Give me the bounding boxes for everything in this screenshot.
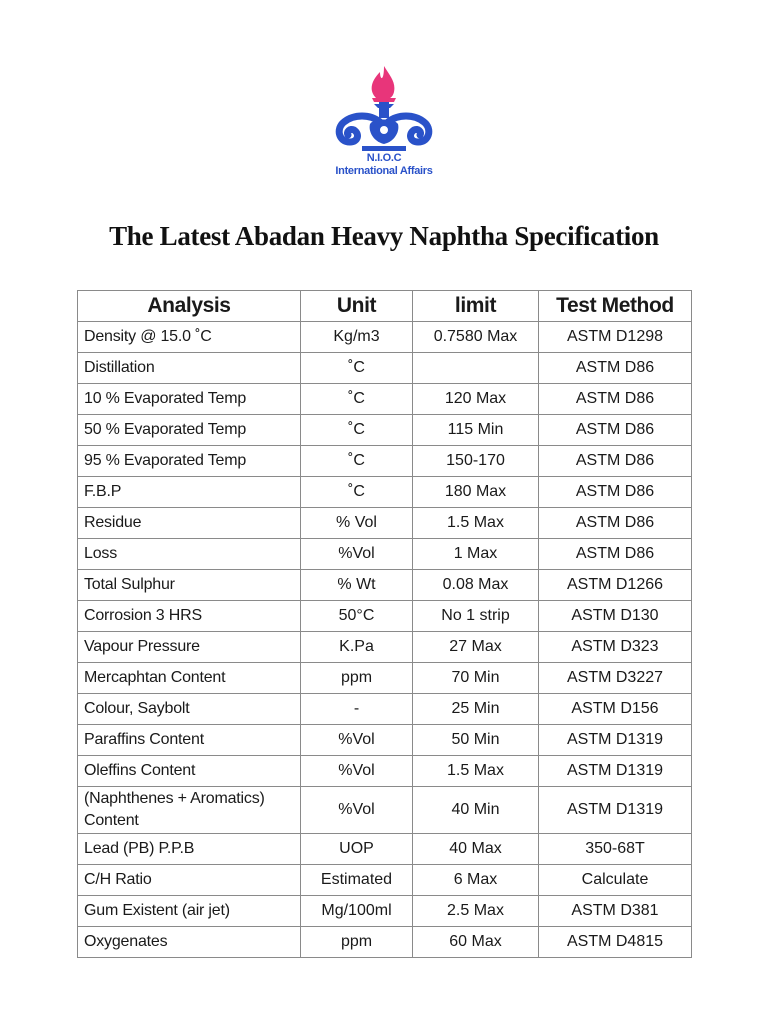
cell-limit: 40 Min	[413, 787, 539, 834]
cell-test-method: ASTM D381	[539, 896, 692, 927]
header-limit: limit	[413, 291, 539, 322]
cell-test-method: ASTM D86	[539, 539, 692, 570]
cell-analysis: Mercaphtan Content	[78, 663, 301, 694]
cell-unit: ˚C	[301, 415, 413, 446]
cell-test-method: ASTM D4815	[539, 927, 692, 958]
table-header-row	[78, 291, 692, 322]
cell-limit	[413, 353, 539, 384]
cell-unit: ˚C	[301, 353, 413, 384]
cell-limit: 0.7580 Max	[413, 322, 539, 353]
table-body	[78, 322, 692, 958]
table-row	[78, 834, 692, 865]
table-row	[78, 570, 692, 601]
table-row	[78, 632, 692, 663]
table-row	[78, 384, 692, 415]
cell-analysis: Colour, Saybolt	[78, 694, 301, 725]
cell-analysis: Lead (PB) P.P.B	[78, 834, 301, 865]
cell-unit: Estimated	[301, 865, 413, 896]
cell-limit: 27 Max	[413, 632, 539, 663]
cell-limit: 40 Max	[413, 834, 539, 865]
cell-unit: % Wt	[301, 570, 413, 601]
cell-limit: 70 Min	[413, 663, 539, 694]
cell-unit: Mg/100ml	[301, 896, 413, 927]
cell-unit: %Vol	[301, 539, 413, 570]
cell-analysis: Gum Existent (air jet)	[78, 896, 301, 927]
cell-analysis: C/H Ratio	[78, 865, 301, 896]
cell-analysis: Residue	[78, 508, 301, 539]
document-title: The Latest Abadan Heavy Naphtha Specification	[109, 221, 659, 251]
logo-text-nioc: N.I.O.C	[366, 152, 402, 164]
cell-limit: 1 Max	[413, 539, 539, 570]
nioc-flame-logo-icon	[324, 62, 444, 154]
cell-unit: ˚C	[301, 384, 413, 415]
table-row	[78, 663, 692, 694]
cell-test-method: Calculate	[539, 865, 692, 896]
table-row	[78, 725, 692, 756]
cell-test-method: ASTM D86	[539, 353, 692, 384]
cell-limit: 60 Max	[413, 927, 539, 958]
table-row	[78, 415, 692, 446]
cell-analysis: Vapour Pressure	[78, 632, 301, 663]
cell-analysis: Oleffins Content	[78, 756, 301, 787]
cell-analysis: 10 % Evaporated Temp	[78, 384, 301, 415]
cell-analysis: Total Sulphur	[78, 570, 301, 601]
specification-table	[77, 290, 692, 958]
cell-test-method: ASTM D1319	[539, 725, 692, 756]
table-row	[78, 694, 692, 725]
cell-test-method: ASTM D86	[539, 508, 692, 539]
cell-analysis: 95 % Evaporated Temp	[78, 446, 301, 477]
cell-limit: 180 Max	[413, 477, 539, 508]
cell-unit: 50°C	[301, 601, 413, 632]
table-row	[78, 896, 692, 927]
cell-test-method: ASTM D323	[539, 632, 692, 663]
cell-test-method: ASTM D86	[539, 477, 692, 508]
cell-limit: 1.5 Max	[413, 508, 539, 539]
table-row	[78, 322, 692, 353]
table-row	[78, 353, 692, 384]
cell-unit: %Vol	[301, 787, 413, 834]
table-row	[78, 477, 692, 508]
cell-limit: 120 Max	[413, 384, 539, 415]
table-row	[78, 756, 692, 787]
cell-analysis: Oxygenates	[78, 927, 301, 958]
cell-limit: 25 Min	[413, 694, 539, 725]
cell-limit: 1.5 Max	[413, 756, 539, 787]
cell-test-method: ASTM D86	[539, 415, 692, 446]
cell-limit: 150-170	[413, 446, 539, 477]
cell-unit: ppm	[301, 663, 413, 694]
cell-test-method: ASTM D1319	[539, 756, 692, 787]
cell-test-method: ASTM D1319	[539, 787, 692, 834]
cell-unit: K.Pa	[301, 632, 413, 663]
cell-unit: UOP	[301, 834, 413, 865]
cell-test-method: ASTM D1298	[539, 322, 692, 353]
cell-unit: ˚C	[301, 446, 413, 477]
cell-test-method: ASTM D130	[539, 601, 692, 632]
cell-limit: 6 Max	[413, 865, 539, 896]
cell-test-method: ASTM D1266	[539, 570, 692, 601]
cell-unit: -	[301, 694, 413, 725]
cell-test-method: ASTM D86	[539, 446, 692, 477]
table-row	[78, 539, 692, 570]
cell-analysis: Distillation	[78, 353, 301, 384]
table-row	[78, 601, 692, 632]
cell-limit: 50 Min	[413, 725, 539, 756]
cell-unit: % Vol	[301, 508, 413, 539]
logo-text-international-affairs: International Affairs	[335, 165, 433, 177]
cell-analysis: Density @ 15.0 ˚C	[78, 322, 301, 353]
cell-test-method: ASTM D3227	[539, 663, 692, 694]
cell-analysis: F.B.P	[78, 477, 301, 508]
cell-unit: ppm	[301, 927, 413, 958]
cell-test-method: ASTM D156	[539, 694, 692, 725]
header-analysis: Analysis	[78, 291, 301, 322]
cell-analysis: Loss	[78, 539, 301, 570]
cell-limit: 0.08 Max	[413, 570, 539, 601]
cell-unit: ˚C	[301, 477, 413, 508]
cell-unit: Kg/m3	[301, 322, 413, 353]
cell-analysis: 50 % Evaporated Temp	[78, 415, 301, 446]
cell-test-method: 350-68T	[539, 834, 692, 865]
cell-unit: %Vol	[301, 756, 413, 787]
header-unit: Unit	[301, 291, 413, 322]
nioc-logo	[318, 62, 450, 190]
table-row	[78, 865, 692, 896]
table-row	[78, 446, 692, 477]
cell-limit: 2.5 Max	[413, 896, 539, 927]
header-test-method: Test Method	[539, 291, 692, 322]
cell-test-method: ASTM D86	[539, 384, 692, 415]
cell-analysis: (Naphthenes + Aromatics) Content	[78, 787, 301, 834]
table-row	[78, 508, 692, 539]
cell-analysis: Corrosion 3 HRS	[78, 601, 301, 632]
cell-limit: 115 Min	[413, 415, 539, 446]
table-row	[78, 927, 692, 958]
cell-limit: No 1 strip	[413, 601, 539, 632]
cell-analysis: Paraffins Content	[78, 725, 301, 756]
table-row	[78, 787, 692, 834]
cell-unit: %Vol	[301, 725, 413, 756]
